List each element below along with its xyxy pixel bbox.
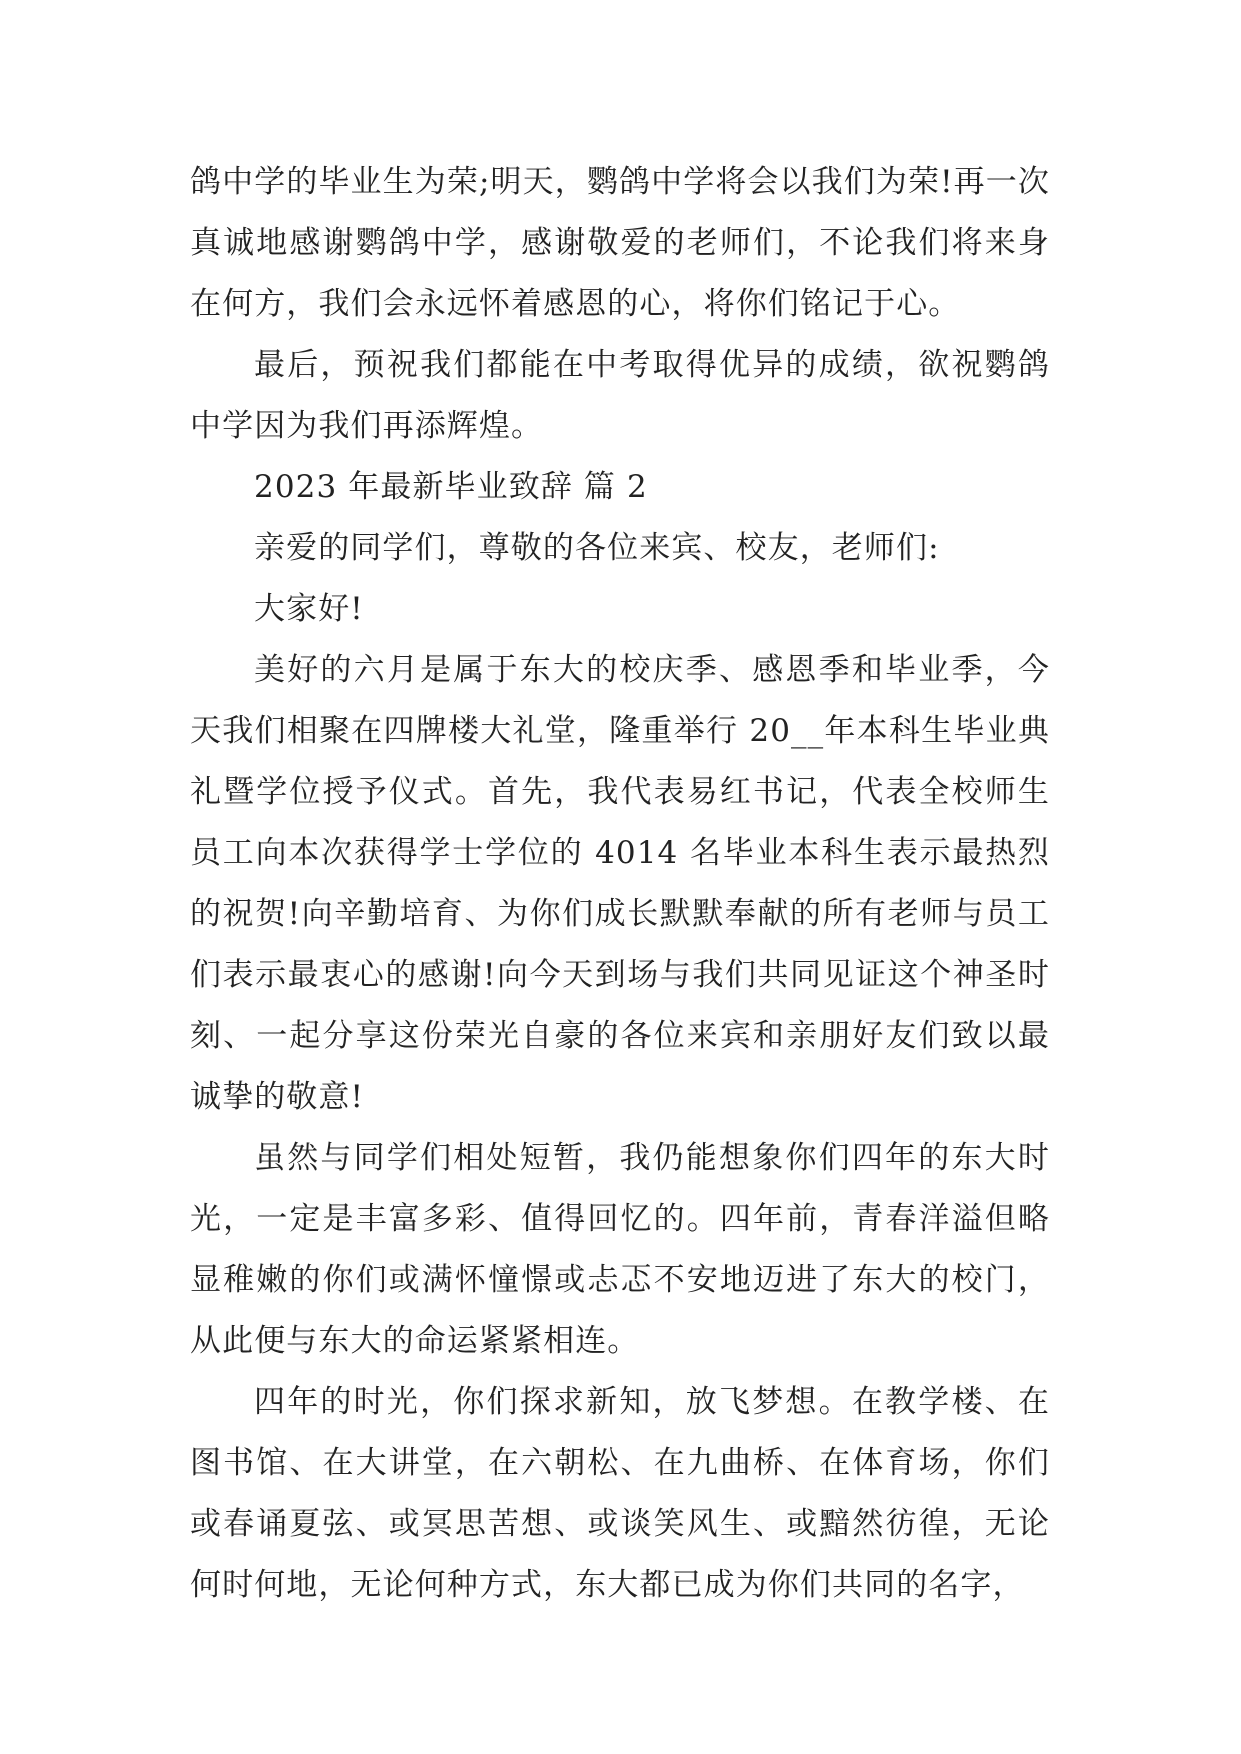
paragraph-memories: 虽然与同学们相处短暂，我仍能想象你们四年的东大时光，一定是丰富多彩、值得回忆的。四年前，青春洋溢但略显稚嫩的你们或满怀憧憬或忐忑不安地迈进了东大的校门，从此便与东大的命运紧紧相连。: [190, 1140, 1050, 1359]
paragraph-closing-wishes: 最后，预祝我们都能在中考取得优异的成绩，欲祝鹦鸽中学因为我们再添辉煌。: [190, 347, 1050, 444]
paragraph-four-years: 四年的时光，你们探求新知，放飞梦想。在教学楼、在图书馆、在大讲堂，在六朝松、在九曲桥、在体育场，你们或春诵夏弦、或冥思苦想、或谈笑风生、或黯然彷徨，无论何时何地，无论何种方式，东大都已成为你们共同的名字，: [190, 1384, 1050, 1603]
section-heading: 2023 年最新毕业致辞 篇 2: [254, 469, 648, 505]
document-body: [190, 152, 1050, 1616]
paragraph-ceremony: 美好的六月是属于东大的校庆季、感恩季和毕业季，今天我们相聚在四牌楼大礼堂，隆重举行 20__年本科生毕业典礼暨学位授予仪式。首先，我代表易红书记，代表全校师生员工向本次获得学士学位的 4014 名毕业本科生表示最热烈的祝贺!向辛勤培育、为你们成长默默奉献的所有老师与员工们表示最衷心的感谢!向今天到场与我们共同见证这个神圣时刻、一起分享这份荣光自豪的各位来宾和亲朋好友们致以最诚挚的敬意!: [190, 652, 1050, 1115]
paragraph-continued: 鸽中学的毕业生为荣;明天，鹦鸽中学将会以我们为荣!再一次真诚地感谢鹦鸽中学，感谢敬爱的老师们，不论我们将来身在何方，我们会永远怀着感恩的心，将你们铭记于心。: [190, 164, 1050, 322]
greeting-line: 大家好!: [254, 591, 364, 627]
salutation: 亲爱的同学们，尊敬的各位来宾、校友，老师们:: [254, 530, 940, 566]
